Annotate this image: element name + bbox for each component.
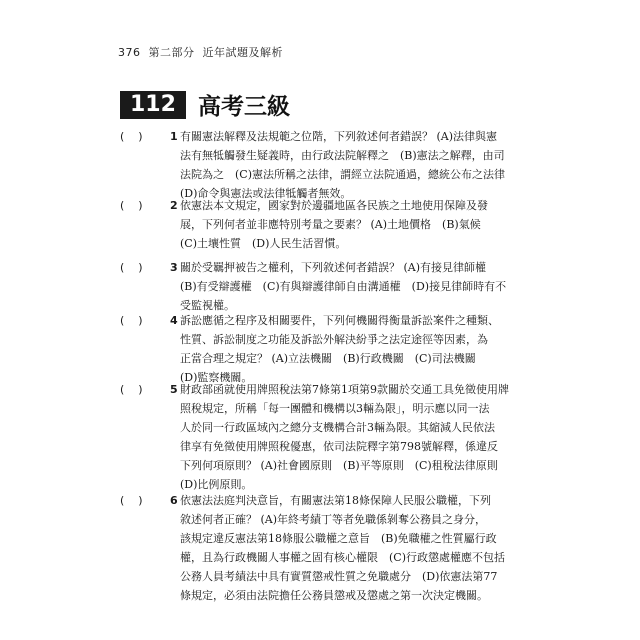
question-line: (D)比例原則。 xyxy=(180,478,253,491)
exam-name: 高考三級 xyxy=(197,94,290,120)
answer-blank: ( ) xyxy=(120,199,143,212)
question-line: 律享有免徵使用牌照稅優惠，依司法院釋字第798號解釋，係違反 xyxy=(180,440,498,453)
question-item xyxy=(120,380,520,494)
question-line: 財政部函就使用牌照稅法第7條第1項第9款關於交通工具免徵使用牌 xyxy=(180,383,509,396)
question-line: 下列何項原則？ (A)社會國原則 (B)平等原則 (C)租稅法律原則 xyxy=(180,459,498,472)
question-line: 依憲法本文規定，國家對於邊疆地區各民族之土地使用保障及發 xyxy=(180,199,488,212)
answer-blank: ( ) xyxy=(120,261,143,274)
question-text xyxy=(180,258,520,315)
question-line: (C)土壤性質 (D)人民生活習慣。 xyxy=(180,237,347,250)
question-line: 訴訟應循之程序及相關要件，下列何機關得衡量訴訟案件之種類、 xyxy=(180,314,499,327)
question-line: 條規定，必須由法院擔任公務員懲戒及懲處之第一次決定機關。 xyxy=(180,589,488,602)
page-number: 376 xyxy=(118,46,141,59)
question-text xyxy=(180,127,520,203)
question-line: 照稅規定，所稱「每一團體和機構以3輛為限」，明示應以同一法 xyxy=(180,402,490,415)
question-item xyxy=(120,311,520,387)
question-text xyxy=(180,491,520,605)
question-line: 受監視權。 xyxy=(180,299,235,312)
question-number: 2 xyxy=(170,199,178,212)
question-line: 法院為之 (C)憲法所稱之法律，謂經立法院通過，總統公布之法律 xyxy=(180,168,505,181)
question-line: (D)命令與憲法或法律牴觸者無效。 xyxy=(180,187,352,200)
question-line: (B)有受辯護權 (C)有與辯護律師自由溝通權 (D)接見律師時有不 xyxy=(180,280,507,293)
question-line: 法有無牴觸發生疑義時，由行政法院解釋之 (B)憲法之解釋，由司 xyxy=(180,149,505,162)
question-number: 3 xyxy=(170,261,178,274)
section-label: 近年試題及解析 xyxy=(202,46,283,59)
question-number: 6 xyxy=(170,494,178,507)
question-line: 性質、訴訟制度之功能及訴訟外解決紛爭之法定途徑等因素，為 xyxy=(180,333,488,346)
part-label: 第二部分 xyxy=(148,46,195,59)
question-line: 關於受羈押被告之權利，下列敘述何者錯誤？ (A)有接見律師權 xyxy=(180,261,487,274)
question-line: 權，且為行政機關人事權之固有核心權限 (C)行政懲處權應不包括 xyxy=(180,551,505,564)
year-badge: 112 xyxy=(120,91,186,119)
question-line: 展，下列何者並非應特別考量之要素？ (A)土地價格 (B)氣候 xyxy=(180,218,481,231)
question-item xyxy=(120,127,520,203)
question-line: 人於同一行政區域內之總分支機構合計3輛為限。其縮減人民依法 xyxy=(180,421,495,434)
answer-blank: ( ) xyxy=(120,130,143,143)
answer-blank: ( ) xyxy=(120,383,143,396)
question-number: 1 xyxy=(170,130,178,143)
question-item xyxy=(120,491,520,605)
question-line: 該規定違反憲法第18條服公職權之意旨 (B)免職權之性質屬行政 xyxy=(180,532,497,545)
question-line: 敘述何者正確？ (A)年終考績丁等者免職係剝奪公務員之身分， xyxy=(180,513,487,526)
exam-title xyxy=(120,88,290,121)
answer-blank: ( ) xyxy=(120,314,143,327)
question-item xyxy=(120,258,520,315)
running-head xyxy=(118,44,283,60)
question-line: 公務人員考績法中具有實質懲戒性質之免職處分 (D)依憲法第77 xyxy=(180,570,498,583)
question-line: 有關憲法解釋及法規範之位階，下列敘述何者錯誤？ (A)法律與憲 xyxy=(180,130,498,143)
question-number: 4 xyxy=(170,314,178,327)
question-text xyxy=(180,380,520,494)
question-line: 依憲法法庭判決意旨，有關憲法第18條保障人民服公職權，下列 xyxy=(180,494,491,507)
question-line: 正當合理之規定？ (A)立法機關 (B)行政機關 (C)司法機關 xyxy=(180,352,476,365)
question-number: 5 xyxy=(170,383,178,396)
question-text xyxy=(180,311,520,387)
question-text xyxy=(180,196,520,253)
answer-blank: ( ) xyxy=(120,494,143,507)
question-line: (D)監察機關。 xyxy=(180,371,253,384)
question-item xyxy=(120,196,520,253)
